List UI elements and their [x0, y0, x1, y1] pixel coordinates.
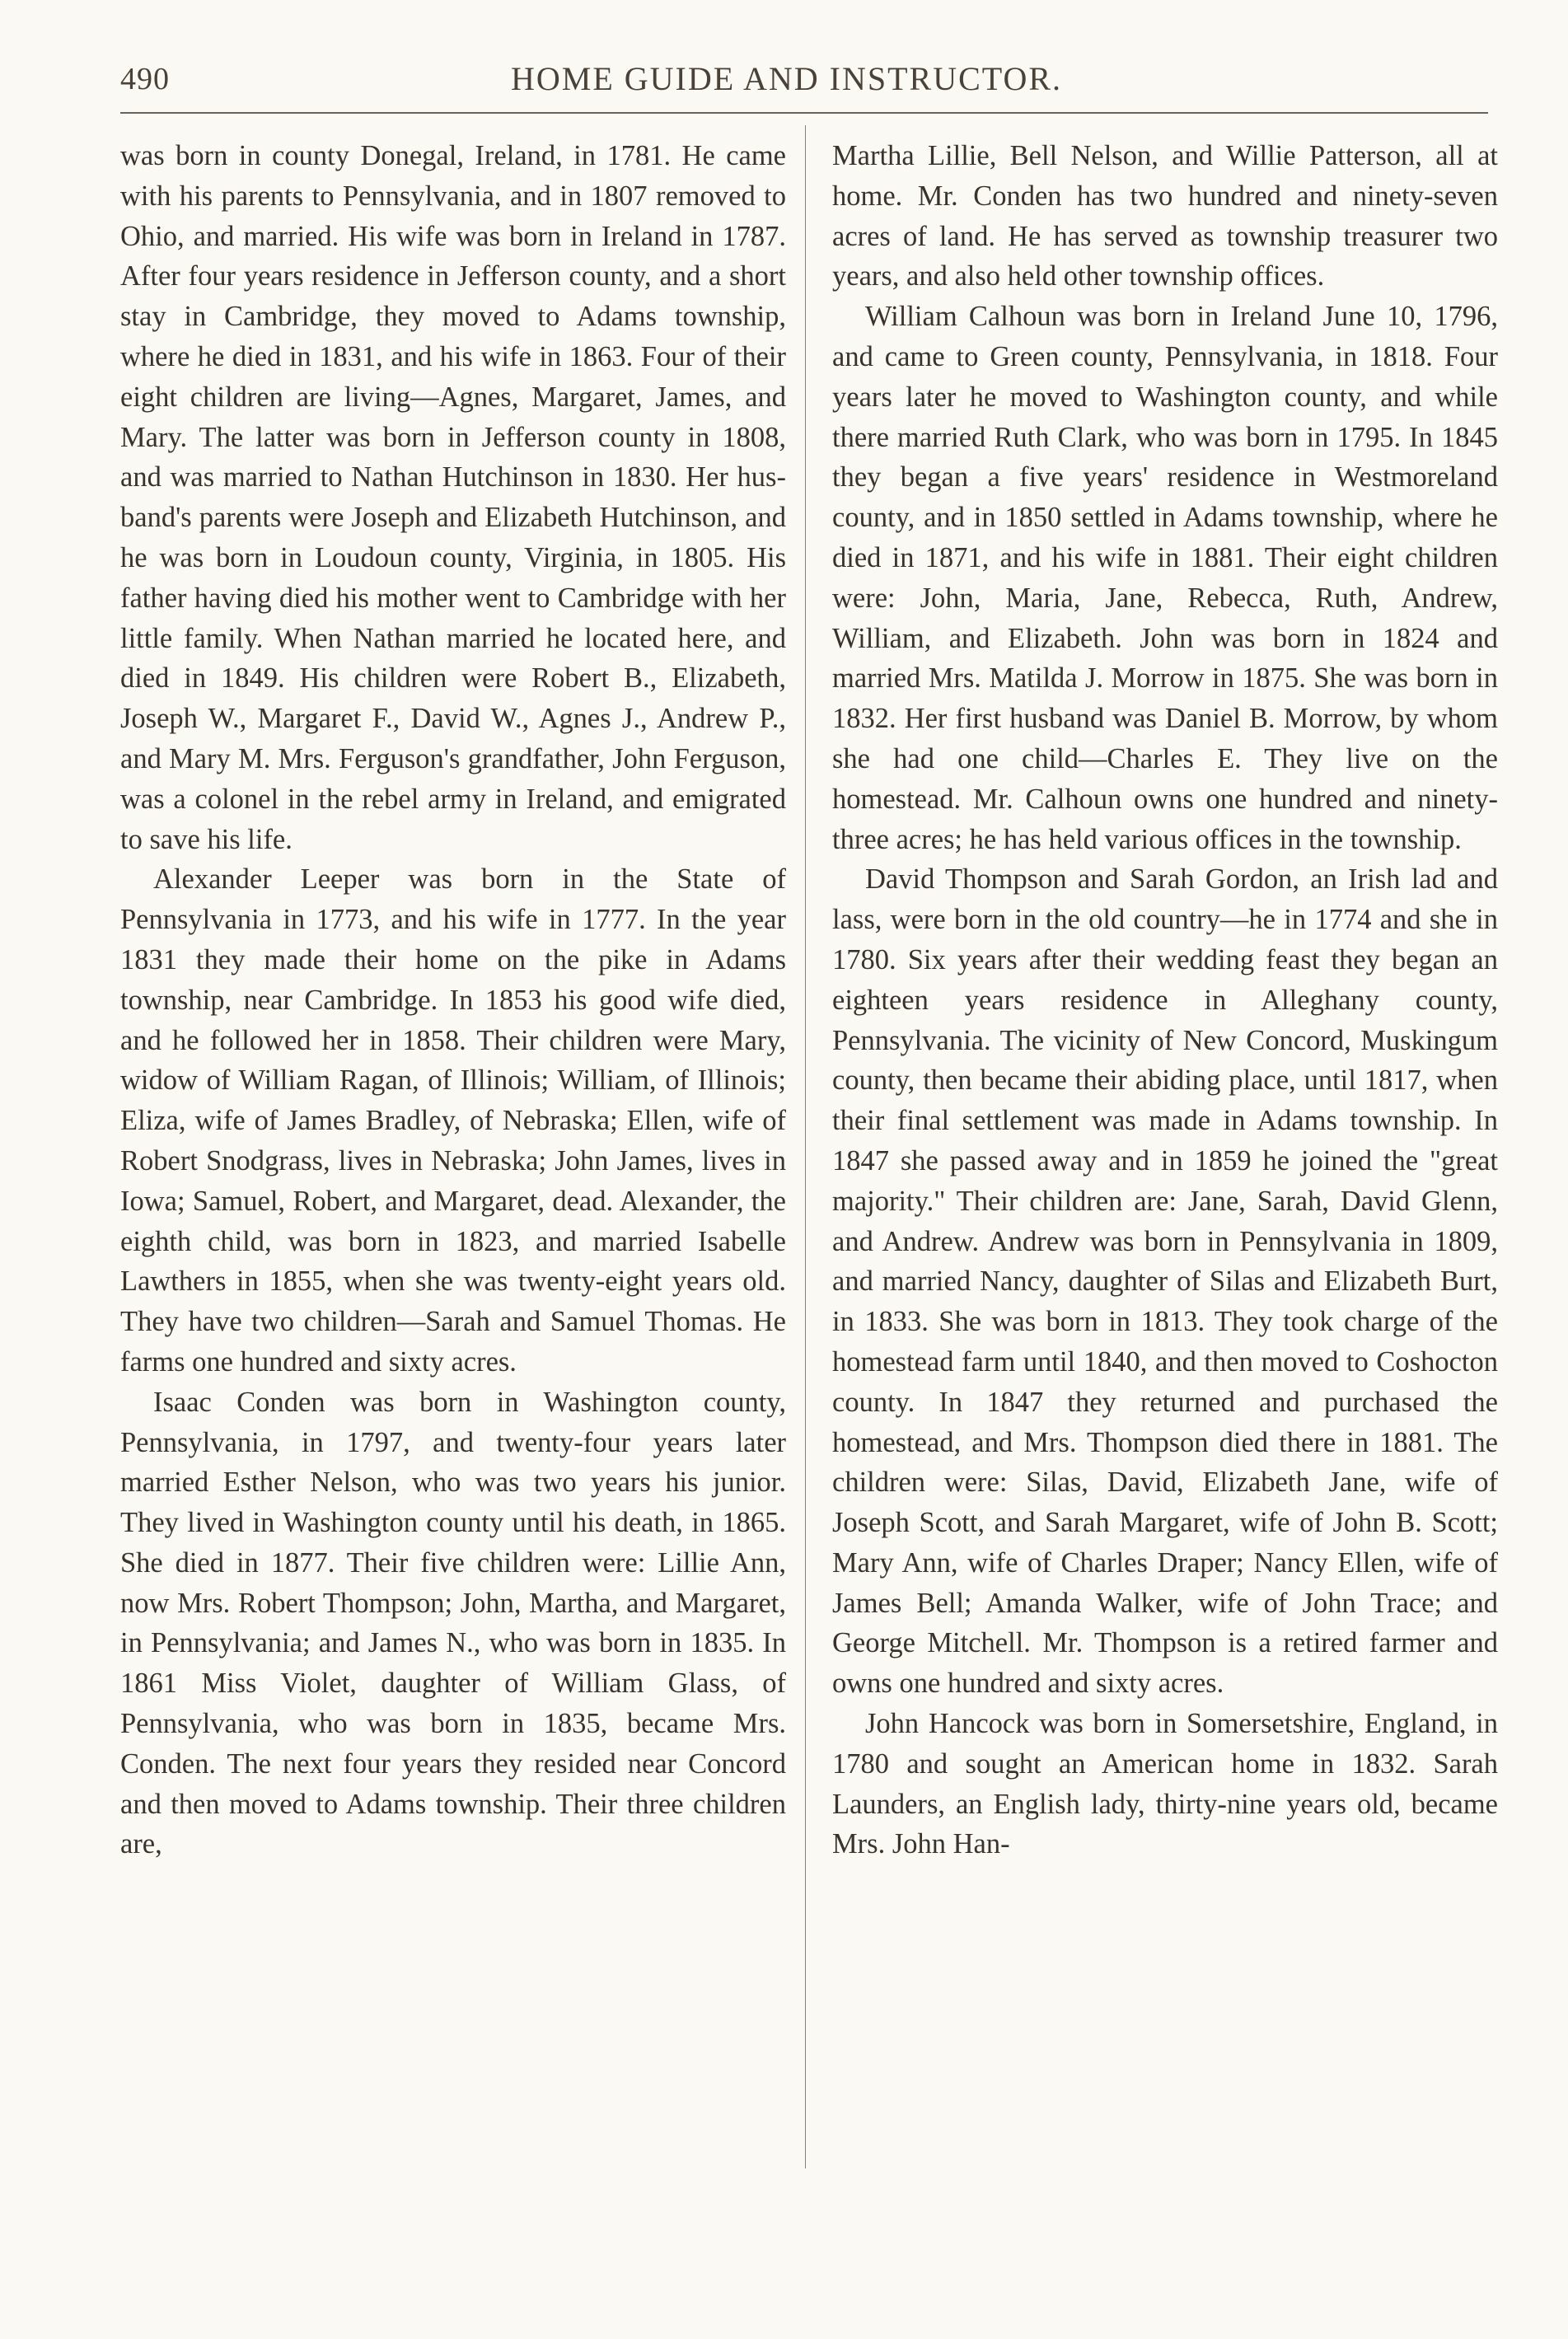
header-rule — [120, 112, 1488, 114]
column-divider — [805, 125, 806, 2168]
page-number: 490 — [120, 62, 170, 96]
running-title: HOME GUIDE AND INSTRUCTOR. — [511, 60, 1063, 97]
left-column — [120, 136, 786, 1864]
paragraph-conden: Isaac Conden was born in Washington county, Pennsylvania, in 1797, and twenty-four years later married Esther Nelson, who was two years his junior. They lived in Washington county until his death, in 1865. She died in 1877. Their five children were: Lillie Ann, now Mrs. Robert Thompson; John, Martha, and Margaret, in Pennsylvania; and James N., who was born in 1835. In 1861 Miss Violet, daughter of William Glass, of Pennsylvania, who was born in 1835, became Mrs. Conden. The next four years they resided near Concord and then moved to Adams township. Their three children are, — [120, 1386, 786, 1860]
paragraph-conden-continued: Martha Lillie, Bell Nelson, and Willie Patterson, all at home. Mr. Conden has two hundred and ninety-seven acres of land. He has served as township treasurer two years, and also held other township offices. — [832, 140, 1498, 292]
paragraph-hancock: John Hancock was born in Somersetshire, England, in 1780 and sought an American home in 1832. Sarah Launders, an English lady, thirty-nine years old, became Mrs. John Han- — [832, 1708, 1498, 1860]
paragraph-calhoun: William Calhoun was born in Ireland June 10, 1796, and came to Green county, Pennsylvania, in 1818. Four years later he moved to Washington county, and while there married Ruth Clark, who was born in 1795. In 1845 they began a five years' residence in Westmoreland county, and in 1850 settled in Adams township, where he died in 1871, and his wife in 1881. Their eight children were: John, Maria, Jane, Rebecca, Ruth, Andrew, William, and Elizabeth. John was born in 1824 and married Mrs. Matilda J. Morrow in 1875. She was born in 1832. Her first husband was Daniel B. Morrow, by whom she had one child—Charles E. They live on the homestead. Mr. Calhoun owns one hundred and ninety-three acres; he has held various offices in the township. — [832, 301, 1498, 855]
paragraph-leeper: Alexander Leeper was born in the State of Pennsylvania in 1773, and his wife in 1777. In the year 1831 they made their home on the pike in Adams township, near Cambridge. In 1853 his good wife died, and he followed her in 1858. Their children were Mary, widow of William Ragan, of Illinois; William, of Illinois; Eliza, wife of James Bradley, of Nebraska; Ellen, wife of Robert Snodgrass, lives in Nebraska; John James, lives in Iowa; Samuel, Robert, and Margaret, dead. Alexander, the eighth child, was born in 1823, and married Isabelle Lawthers in 1855, when she was twenty-eight years old. They have two children—Sarah and Samuel Thomas. He farms one hundred and sixty acres. — [120, 863, 786, 1378]
right-column — [832, 136, 1498, 1864]
paragraph-thompson: David Thompson and Sarah Gordon, an Irish lad and lass, were born in the old country—he in 1774 and she in 1780. Six years after their wedding feast they began an eighteen years residence in Alleghany county, Pennsylvania. The vicinity of New Concord, Muskingum county, then became their abiding place, until 1817, when their final settlement was made in Adams township. In 1847 she passed away and in 1859 he joined the "great majority." Their children are: Jane, Sarah, David Glenn, and Andrew. Andrew was born in Pennsylvania in 1809, and married Nancy, daughter of Silas and Elizabeth Burt, in 1833. She was born in 1813. They took charge of the homestead farm until 1840, and then moved to Coshocton county. In 1847 they returned and purchased the homestead, and Mrs. Thompson died there in 1881. The children were: Silas, David, Elizabeth Jane, wife of Joseph Scott, and Sarah Margaret, wife of John B. Scott; Mary Ann, wife of Charles Draper; Nancy Ellen, wife of James Bell; Amanda Walker, wife of John Trace; and George Mitchell. Mr. Thompson is a retired farmer and owns one hundred and sixty acres. — [832, 863, 1498, 1700]
paragraph-ferguson-continued: was born in county Donegal, Ireland, in 1781. He came with his parents to Pennsylvania, and in 1807 removed to Ohio, and married. His wife was born in Ireland in 1787. After four years residence in Jefferson county, and a short stay in Cambridge, they moved to Adams township, where he died in 1831, and his wife in 1863. Four of their eight children are living—Agnes, Margaret, James, and Mary. The latter was born in Jefferson county in 1808, and was married to Nathan Hutchinson in 1830. Her husband's parents were Joseph and Elizabeth Hutchinson, and he was born in Loudoun county, Virginia, in 1805. His father having died his mother went to Cambridge with her little family. When Nathan married he located here, and died in 1849. His children were Robert B., Elizabeth, Joseph W., Margaret F., David W., Agnes J., Andrew P., and Mary M. Mrs. Ferguson's grandfather, John Ferguson, was a colonel in the rebel army in Ireland, and emigrated to save his life. — [120, 140, 786, 855]
